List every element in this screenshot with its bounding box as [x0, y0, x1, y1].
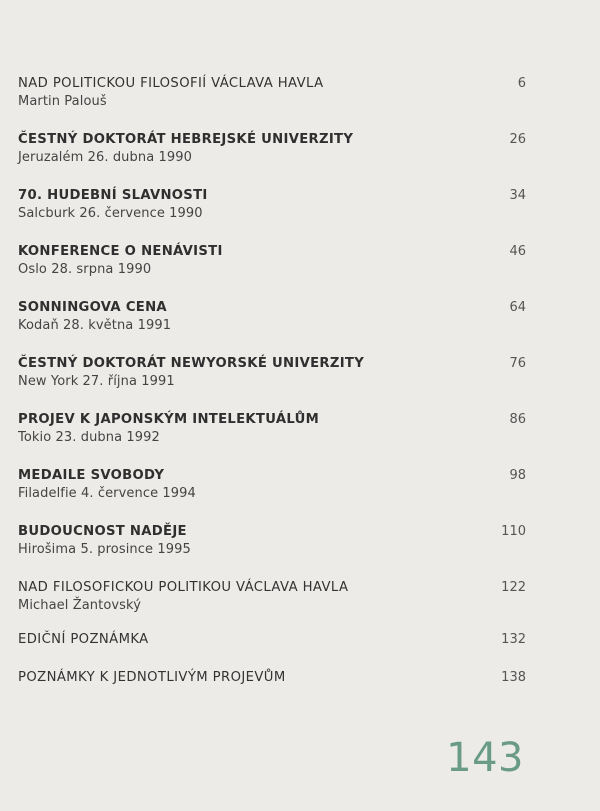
toc-page-number: 138	[501, 670, 526, 685]
toc-page-number: 132	[501, 632, 526, 647]
toc-page-number: 86	[509, 412, 526, 427]
toc-title: ČESTNÝ DOKTORÁT NEWYORSKÉ UNIVERZITY	[18, 356, 365, 371]
toc-title: POZNÁMKY K JEDNOTLIVÝM PROJEVŮM	[18, 670, 286, 685]
toc-title-line	[18, 130, 526, 149]
toc-subtitle: Salcburk 26. července 1990	[18, 206, 203, 221]
page-number: 143	[446, 735, 524, 781]
toc-page-number: 6	[517, 76, 526, 91]
toc-subtitle: Hirošima 5. prosince 1995	[18, 542, 191, 557]
toc-entry	[18, 522, 526, 559]
toc-page-number: 98	[509, 468, 526, 483]
toc-page-number: 122	[501, 580, 526, 595]
toc-title: KONFERENCE O NENÁVISTI	[18, 244, 223, 259]
toc-entry	[18, 242, 526, 279]
toc-title-line	[18, 668, 526, 687]
toc-title-line	[18, 578, 526, 597]
toc-subtitle: Filadelfie 4. července 1994	[18, 486, 196, 501]
toc-entry	[18, 668, 526, 687]
toc-subtitle: Martin Palouš	[18, 94, 107, 109]
toc-title-line	[18, 242, 526, 261]
toc-title-line	[18, 630, 526, 649]
toc-page-number: 46	[509, 244, 526, 259]
toc-title: EDIČNÍ POZNÁMKA	[18, 632, 149, 647]
toc-title-line	[18, 186, 526, 205]
toc-title: 70. HUDEBNÍ SLAVNOSTI	[18, 188, 208, 203]
toc-entry	[18, 74, 526, 111]
toc-title-line	[18, 354, 526, 373]
toc-title: NAD FILOSOFICKOU POLITIKOU VÁCLAVA HAVLA	[18, 580, 349, 595]
toc-page-number: 76	[509, 356, 526, 371]
toc-subtitle: Michael Žantovský	[18, 598, 142, 613]
toc-title: ČESTNÝ DOKTORÁT HEBREJSKÉ UNIVERZITY	[18, 132, 354, 147]
toc-title: SONNINGOVA CENA	[18, 300, 167, 315]
toc-entry	[18, 410, 526, 447]
toc-subtitle: New York 27. října 1991	[18, 374, 175, 389]
toc-entry	[18, 130, 526, 167]
toc-page-number: 110	[501, 524, 526, 539]
toc-entry	[18, 466, 526, 503]
toc-title: NAD POLITICKOU FILOSOFIÍ VÁCLAVA HAVLA	[18, 76, 324, 91]
toc-entry	[18, 186, 526, 223]
toc-title: BUDOUCNOST NADĚJE	[18, 524, 187, 539]
toc-title: MEDAILE SVOBODY	[18, 468, 165, 483]
toc-entry	[18, 298, 526, 335]
toc-entry	[18, 354, 526, 391]
toc-title-line	[18, 410, 526, 429]
toc-title-line	[18, 298, 526, 317]
toc-title-line	[18, 74, 526, 93]
toc-page-number: 64	[509, 300, 526, 315]
toc-title: PROJEV K JAPONSKÝM INTELEKTUÁLŮM	[18, 412, 320, 427]
toc-page-number: 34	[509, 188, 526, 203]
toc-entry	[18, 630, 526, 649]
toc-subtitle: Tokio 23. dubna 1992	[18, 430, 160, 445]
toc-page-number: 26	[509, 132, 526, 147]
toc-subtitle: Oslo 28. srpna 1990	[18, 262, 152, 277]
toc-title-line	[18, 522, 526, 541]
toc-title-line	[18, 466, 526, 485]
toc-entry	[18, 578, 526, 615]
toc-subtitle: Jeruzalém 26. dubna 1990	[18, 150, 192, 165]
toc-subtitle: Kodaň 28. května 1991	[18, 318, 172, 333]
